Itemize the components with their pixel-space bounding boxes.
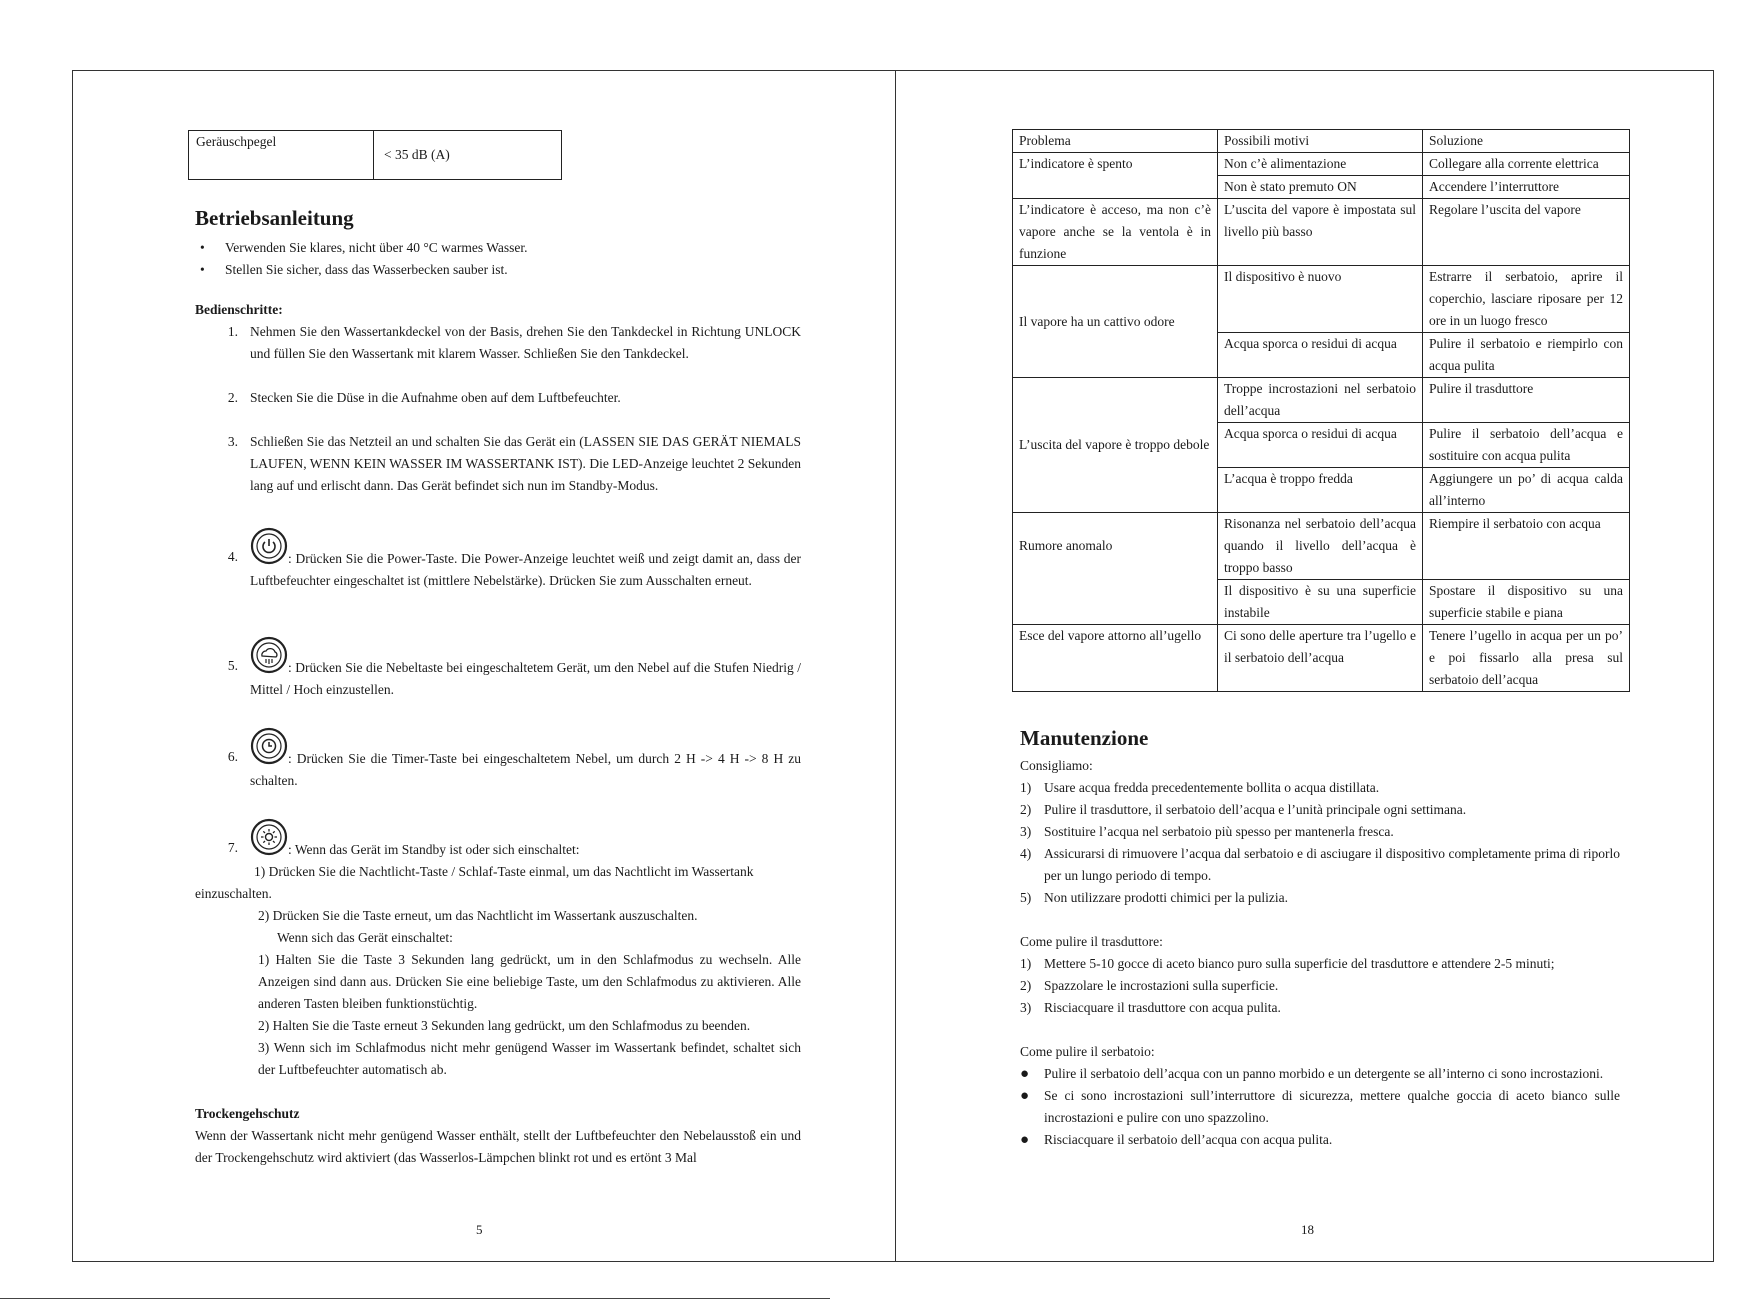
list-item: ● Pulire il serbatoio dell’acqua con un panno morbido e un detergente se all’interno ci sono incrostazioni. [1020, 1066, 1604, 1082]
step-item: 5. : Drücken Sie die Nebeltaste bei eingeschaltetem Gerät, um den Nebel auf die Stufen Niedrig / Mittel / Hoch einzustellen. [195, 636, 801, 701]
step-item: 1. Nehmen Sie den Wassertankdeckel von der Basis, drehen Sie den Tankdeckel in Richtung UNLOCK und füllen Sie den Wassertank mit klarem Wasser. Schließen Sie den Tankdeckel. [227, 324, 801, 361]
mist-button-icon [250, 636, 286, 672]
tank-heading: Come pulire il serbatoio: [1020, 1044, 1155, 1059]
spec-table [188, 130, 562, 180]
list-item: 2) Pulire il trasduttore, il serbatoio dell’acqua e l’unità principale ogni settimana. [1020, 802, 1467, 817]
page-number: 18 [1301, 1222, 1314, 1237]
table-row: Esce del vapore attorno all’ugello Ci sono delle aperture tra l’ugello e il serbatoio dell’acqua Tenere l’ugello in acqua per un po’ e poi fissarlo alla presa sul serbatoio dell’acqua [1013, 625, 1630, 692]
spec-value: < 35 dB (A) [374, 131, 562, 180]
list-item: 1) Mettere 5-10 gocce di aceto bianco puro sulla superficie del trasduttore e attendere 2-5 minuti; [1020, 956, 1555, 971]
table-header-row [1013, 130, 1630, 153]
table-row: Acqua sporca o residui di acqua Pulire il serbatoio e riempirlo con acqua pulita [1013, 333, 1630, 378]
step7-subheading: Wenn sich das Gerät einschaltet: [277, 930, 453, 945]
spec-label: Geräuschpegel [189, 131, 374, 180]
dry-heading: Trockengehschutz [195, 1106, 300, 1121]
table-row: Il vapore ha un cattivo odore Il dispositivo è nuovo Estrarre il serbatoio, aprire il coperchio, lasciare riposare per 12 ore in un luogo fresco [1013, 266, 1630, 333]
list-item: 2) Spazzolare le incrostazioni sulla superficie. [1020, 978, 1279, 993]
table-row: Acqua sporca o residui di acqua Pulire il serbatoio dell’acqua e sostituire con acqua pulita [1013, 423, 1630, 468]
step7-text: 1) Halten Sie die Taste 3 Sekunden lang gedrückt, um in den Schlafmodus zu wechseln. Alle Anzeigen sind dann aus. Drücken Sie eine beliebige Taste, um den Schlafmodus zu aktivieren. Alle anderen Tasten bleiben funktionstüchtig. [258, 952, 801, 1011]
step7-text: 2) Halten Sie die Taste erneut 3 Sekunden lang gedrückt, um den Schlafmodus zu beenden. [258, 1018, 751, 1033]
right-body [1020, 727, 1620, 1151]
table-row: Il dispositivo è su una superficie instabile Spostare il dispositivo su una superficie stabile e piana [1013, 580, 1630, 625]
list-item: 1) Usare acqua fredda precedentemente bollita o acqua distillata. [1020, 780, 1380, 795]
troubleshooting-table [1012, 129, 1630, 692]
table-header: Possibili motivi [1218, 130, 1423, 153]
step-item: 6. : Drücken Sie die Timer-Taste bei eingeschaltetem Nebel, um durch 2 H -> 4 H -> 8 H zu schalten. [195, 727, 801, 792]
list-item: ● Se ci sono incrostazioni sull’interruttore di sicurezza, mettere qualche goccia di aceto bianco sulle incrostazioni e pulire con uno spazzolino. [1020, 1088, 1620, 1125]
list-item: ● Risciacquare il serbatoio dell’acqua con acqua pulita. [1020, 1132, 1333, 1148]
table-row: L’uscita del vapore è troppo debole Troppe incrostazioni nel serbatoio dell’acqua Pulire il trasduttore [1013, 378, 1630, 423]
step-item: 3. Schließen Sie das Netzteil an und schalten Sie das Gerät ein (LASSEN SIE DAS GERÄT NIEMALS LAUFEN, WENN KEIN WASSER IM WASSERTANK IST). Die LED-Anzeige leuchtet 2 Sekunden lang auf und erlischt dann. Das Gerät befindet sich nun im Standby-Modus. [227, 434, 801, 493]
table-row: Non è stato premuto ON Accendere l’interruttore [1013, 176, 1630, 199]
section-title: Betriebsanleitung [195, 206, 354, 230]
transducer-heading: Come pulire il trasduttore: [1020, 934, 1163, 949]
step-item: 4. : Drücken Sie die Power-Taste. Die Power-Anzeige leuchtet weiß und zeigt damit an, dass der Luftbefeuchter eingeschaltet ist (mittlere Nebelstärke). Drücken Sie zum Ausschalten erneut. [195, 527, 801, 592]
dry-text: Wenn der Wassertank nicht mehr genügend Wasser enthält, stellt der Luftbefeuchter den Nebelausstoß ein und der Trockengehschutz wird aktiviert (das Wasserlos-Lämpchen blinkt rot und es ertönt 3 Mal [195, 1128, 801, 1165]
table-row: L’indicatore è acceso, ma non c’è vapore anche se la ventola è in funzione L’uscita del vapore è impostata sul livello più basso Regolare l’uscita del vapore [1013, 199, 1630, 266]
step7-text: 1) Drücken Sie die Nachtlicht-Taste / Schlaf-Taste einmal, um das Nachtlicht im Wassertank [254, 864, 754, 879]
table-header: Problema [1013, 130, 1218, 153]
bottom-rule [0, 1298, 830, 1299]
page-right [896, 70, 1714, 1262]
bullet-item: • Stellen Sie sicher, dass das Wasserbecken sauber ist. [200, 262, 508, 277]
table-row: L’acqua è troppo fredda Aggiungere un po’ di acqua calda all’interno [1013, 468, 1630, 513]
left-body [195, 207, 801, 1169]
power-button-icon [250, 527, 286, 563]
bullet-item: • Verwenden Sie klares, nicht über 40 °C warmes Wasser. [200, 240, 528, 255]
advice-intro: Consigliamo: [1020, 758, 1093, 773]
section-title: Manutenzione [1020, 726, 1149, 750]
page-number: 5 [476, 1222, 483, 1237]
step7-text: einzuschalten. [195, 886, 272, 901]
step7-text: 2) Drücken Sie die Taste erneut, um das Nachtlicht im Wassertank auszuschalten. [258, 908, 698, 923]
list-item: 3) Sostituire l’acqua nel serbatoio più spesso per mantenerla fresca. [1020, 824, 1394, 839]
list-item: 4) Assicurarsi di rimuovere l’acqua dal serbatoio e di asciugare il dispositivo completamente prima di riporlo per un lungo periodo di tempo. [1020, 846, 1620, 883]
steps-heading: Bedienschritte: [195, 302, 283, 317]
table-row: Rumore anomalo Risonanza nel serbatoio dell’acqua quando il livello dell’acqua è troppo basso Riempire il serbatoio con acqua [1013, 513, 1630, 580]
light-button-icon [250, 818, 286, 854]
list-item: 3) Risciacquare il trasduttore con acqua pulita. [1020, 1000, 1281, 1015]
list-item: 5) Non utilizzare prodotti chimici per la pulizia. [1020, 890, 1289, 905]
step-item: 7. : Wenn das Gerät im Standby ist oder sich einschaltet: [195, 818, 801, 861]
table-row: L’indicatore è spento Non c’è alimentazione Collegare alla corrente elettrica [1013, 153, 1630, 176]
table-header: Soluzione [1423, 130, 1630, 153]
step7-text: 3) Wenn sich im Schlafmodus nicht mehr genügend Wasser im Wassertank befindet, schaltet sich der Luftbefeuchter automatisch ab. [258, 1040, 801, 1077]
step-item: 2. Stecken Sie die Düse in die Aufnahme oben auf dem Luftbefeuchter. [227, 390, 621, 405]
timer-button-icon [250, 727, 286, 763]
page-left [72, 70, 895, 1262]
